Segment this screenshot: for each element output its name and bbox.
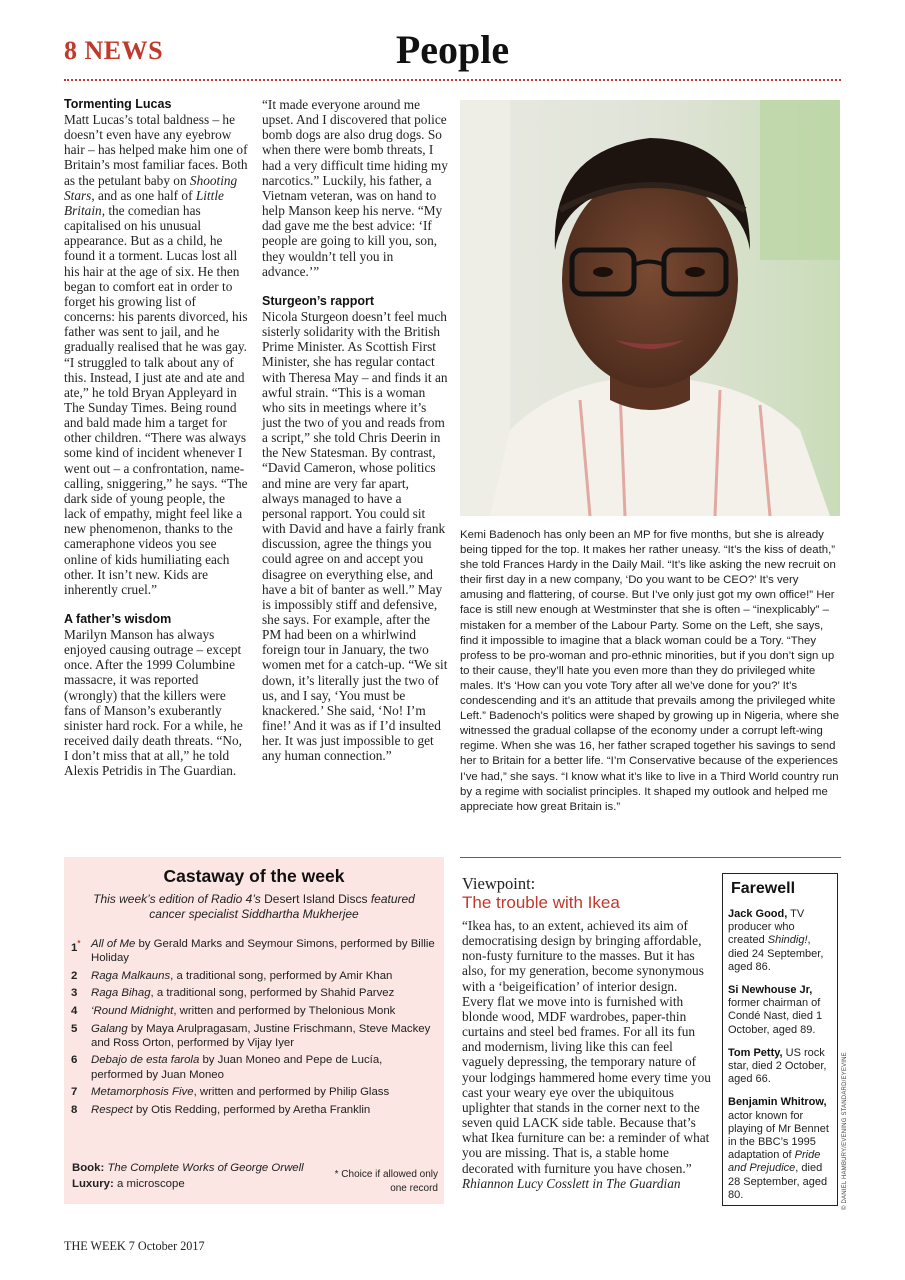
viewpoint-title: The trouble with Ikea	[462, 893, 620, 912]
track-number-wrap	[71, 1022, 91, 1050]
photo-caption: Kemi Badenoch has only been an MP for five months, but she is already being tipped for the top. It makes her rather uneasy. “It’s the kiss of death,” she told Frances Hardy in the Daily Mail. “It’s like asking the new recruit on their first day in a new company, ‘Do you want to be CEO?’ It’s very amusing and flattering, of course. But I’ve only just got my own office!” Her face is still new enough at Westminster that she is often – “inexplicably” – mistaken for a member of the Labour Party. Some on the Left, she says, find it impossible to imagine that a black woman could be a Tory. “They profess to be pro-woman and pro-ethnic minorities, but if you don’t sign up to their cause, they’ll hate you even more than they do privileged white males. It’s ‘How can you vote Tory after all we’ve done for you?’ It’s condescending and it’s an attitude that prevails among the privileged white Left.” Badenoch’s politics were shaped by growing up in Nigeria, where she witnessed the gradual collapse of the economy under a corrupt left-wing regime. When she was 16, her father scraped together his savings to send her to Britain for a better life. “I’m Conservative because of the experiences I’ve had,” she says. “I know what it’s like to live in a Third World country run by a regime with socialist principles. It shaped my outlook and helped me appreciate how great Britain is.”	[460, 529, 840, 813]
track-text: Metamorphosis Five, written and performed by Philip Glass	[91, 1086, 390, 1099]
viewpoint-byline: Rhiannon Lucy Cosslett in The Guardian	[462, 1175, 681, 1191]
article-column-2	[262, 97, 448, 764]
farewell-entry: Si Newhouse Jr, former chairman of Condé Nast, died 1 October, aged 89.	[728, 984, 823, 1036]
track-text: Galang by Maya Arulpragasam, Justine Frischmann, Steve Mackey and Ross Orton, performed by Vijay Iyer	[91, 1022, 431, 1049]
castaway-track	[71, 1004, 436, 1018]
page-title: People	[395, 27, 510, 72]
track-text: Raga Bihag, a traditional song, performed by Shahid Parvez	[91, 987, 395, 1000]
castaway-track	[71, 937, 436, 965]
track-number-wrap	[71, 969, 91, 983]
castaway-track	[71, 1085, 436, 1099]
article-column-1	[64, 97, 248, 779]
track-number-wrap	[71, 1004, 91, 1018]
farewell-entry: Tom Petty, US rock star, died 2 October, aged 66.	[728, 1046, 827, 1086]
castaway-track	[71, 969, 436, 983]
farewell-list	[728, 908, 834, 1212]
story-heading-manson: A father’s wisdom	[64, 612, 172, 626]
track-number: 4	[71, 1004, 78, 1017]
track-number: 6	[71, 1054, 78, 1067]
section-number: 8	[64, 36, 78, 65]
track-number-wrap	[71, 937, 91, 965]
track-text: All of Me by Gerald Marks and Seymour Simons, performed by Billie Holiday	[91, 938, 435, 965]
castaway-title: Castaway of the week	[163, 866, 345, 886]
track-number: 2	[71, 969, 78, 982]
castaway-track	[71, 1022, 436, 1050]
castaway-subtitle: This week’s edition of Radio 4’s Desert Island Discs featured cancer specialist Siddhartha Mukherjee	[93, 892, 415, 921]
castaway-footnote: * Choice if allowed only one record	[334, 1169, 438, 1194]
castaway-book-luxury	[72, 1160, 304, 1192]
page-footer: THE WEEK 7 October 2017	[64, 1239, 205, 1253]
viewpoint-body: “Ikea has, to an extent, achieved its aim of democratising design by bringing affordable, non-fusty furniture to the masses. But it has also, for my generation, become synonymous with a ‘beigeification’ of interior design. Every flat we move into is furnished with blonde wood, MDF wardrobes, paper-thin curtains and steel bed frames. For all its fun and modernism, living like this can feel vaguely depressing, the temporary nature of your lodgings hammered home every time you cast your weary eye over the ubiquitous uplighter that stands in the corner next to the seven quid LACK side table. Because that’s what Ikea furniture can be: a reminder of what you are missing. That is, a stable home decorated with furniture you have chosen.” Rhiannon Lucy Cosslett in The Guardian	[462, 918, 711, 1191]
portrait-photo	[460, 100, 840, 516]
story-body-lucas: Matt Lucas’s total baldness – he doesn’t even have any eyebrow hair – has helped make him one of Britain’s most familiar faces. Both as the petulant baby on Shooting Stars, and as one half of Little Britain, the comedian has capitalised on his unusual appearance. But as a child, he found it a torment. Lucas lost all his hair at the age of six. He then began to comfort eat in order to forget his growing list of concerns: his parents divorced, his father was sent to jail, and he gradually realised that he was gay. “I struggled to talk about any of this. Instead, I just ate and ate and ate,” he told Bryan Appleyard in The Sunday Times. Being round and bald made him a target for other children. “There was always some kind of incident whenever I went out – a confrontation, name-calling, sniggering,” he says. “The dark side of young people, the lack of empathy, might feel like a new phenomenon, thanks to the cameraphone videos you see online of kids humiliating each other. It isn’t new. Kids are inherently cruel.”	[64, 112, 248, 597]
track-number-wrap	[71, 1085, 91, 1099]
story-body-manson: Marilyn Manson has always enjoyed causing outrage – except once. After the 1999 Columbine massacre, it was reported (wrongly) that the killers were fans of Manson’s exuberantly sinister hard rock. For a while, he received daily death threats. “No, I don’t miss that at all,” he told Alexis Petridis in The Guardian.	[64, 627, 243, 779]
track-star: *	[77, 939, 81, 948]
caption-divider	[460, 857, 841, 858]
track-number: 7	[71, 1086, 78, 1099]
castaway-track	[71, 1103, 436, 1117]
track-number-wrap	[71, 1053, 91, 1081]
track-text: ‘Round Midnight, written and performed by Thelonious Monk	[91, 1004, 396, 1017]
track-number: 8	[71, 1103, 78, 1116]
track-text: Respect by Otis Redding, performed by Aretha Franklin	[91, 1103, 371, 1116]
track-number: 1	[71, 941, 78, 954]
story-body-manson-continued: “It made everyone around me upset. And I discovered that police bomb dogs are also drug dogs. So when there were bomb threats, I had a very difficult time hiding my narcotics.” Luckily, his father, a Vietnam veteran, was on hand to help Manson keep his nerve. “My dad gave me the best advice: ‘If people are going to kill you, son, they wouldn’t tell you in advance.’”	[262, 97, 448, 279]
story-body-sturgeon: Nicola Sturgeon doesn’t feel much sisterly solidarity with the British Prime Minister. As Scottish First Minister, she has regular contact with Theresa May – and finds it an awful strain. “This is a woman who sits in meetings where it’s just the two of you and reads from a script,” she told Chris Deerin in the New Statesman. By contrast, “David Cameron, whose politics and mine are very far apart, always managed to have a personal rapport. You could sit with David and have a fairly frank discussion, agree the things you could agree on and accept you disagree on everything else, and have a bit of banter as well.” May is impossibly stiff and defensive, she says. For example, after the PM had been on a whirlwind foreign tour in January, the two women met for a catch-up. “We sit down, it’s literally just the two of us, and I say, ‘You must be knackered.’ She said, ‘No! I’m fine!’ And it was as if I’d insulted her. It was just impossible to get any human connection.”	[262, 308, 448, 764]
castaway-box	[64, 857, 444, 1204]
castaway-track	[71, 1053, 436, 1081]
section-name: NEWS	[84, 36, 164, 65]
track-text: Debajo de esta farola by Juan Moneo and Pepe de Lucía, performed by Juan Moneo	[91, 1054, 383, 1081]
track-number: 3	[71, 987, 78, 1000]
story-heading-sturgeon: Sturgeon’s rapport	[262, 293, 375, 308]
track-text: Raga Malkauns, a traditional song, performed by Amir Khan	[91, 969, 393, 982]
track-number-wrap	[71, 986, 91, 1000]
castaway-luxury: Luxury: a microscope	[72, 1178, 185, 1190]
track-number: 5	[71, 1022, 78, 1035]
farewell-title: Farewell	[731, 880, 796, 897]
farewell-box	[722, 873, 838, 1206]
story-heading-lucas: Tormenting Lucas	[64, 97, 172, 111]
castaway-book: Book: The Complete Works of George Orwell	[72, 1162, 304, 1174]
header-divider	[64, 79, 841, 81]
castaway-track	[71, 986, 436, 1000]
castaway-track-list	[71, 937, 436, 1120]
track-number-wrap	[71, 1103, 91, 1117]
viewpoint-label: Viewpoint:	[462, 874, 536, 893]
farewell-entry: Jack Good, TV producer who created Shindig!, died 24 September, aged 86.	[728, 908, 824, 973]
photo-credit: © DANIEL HAMBURY/EVENING STANDARD/EYEVINE	[842, 1052, 848, 1210]
farewell-entry: Benjamin Whitrow, actor known for playing of Mr Bennet in the BBC’s 1995 adaptation of Pride and Prejudice, died 28 September, aged 80.	[728, 1096, 829, 1201]
